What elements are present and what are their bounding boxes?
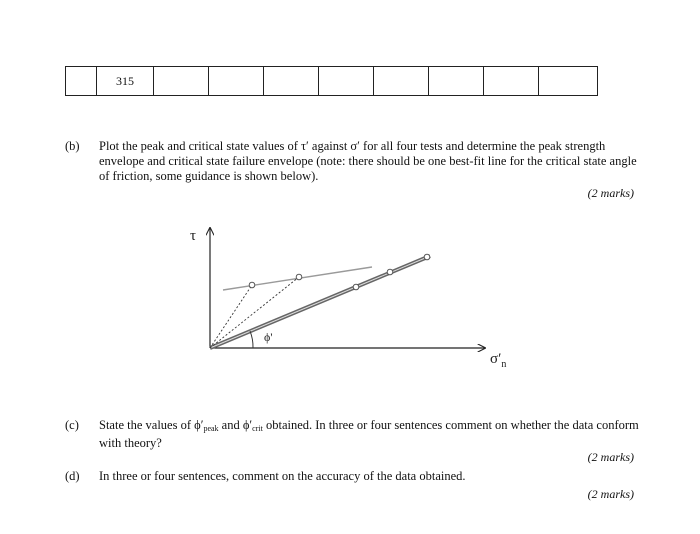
table-cell — [319, 67, 374, 96]
table-cell: 315 — [97, 67, 154, 96]
peak-point — [296, 274, 302, 280]
question-c-marks: (2 marks) — [587, 450, 634, 464]
critical-point — [424, 254, 430, 260]
angle-arc — [250, 331, 253, 348]
question-b-text: Plot the peak and critical state values of τ′ against σ′ for all four tests and determine the peak strength envelope and critical state failure envelope (note: there should be one best-fit line for the critical state angle of friction, some guidance is shown below). — [99, 139, 637, 183]
table-cell — [539, 67, 598, 96]
y-axis-label: τ — [190, 228, 197, 244]
table-cell — [154, 67, 209, 96]
table-row — [66, 67, 598, 96]
critical-point — [353, 284, 359, 290]
question-c-label: (c) — [65, 418, 79, 432]
table-cell — [209, 67, 264, 96]
dashed-line-2 — [210, 277, 299, 348]
table-cell — [429, 67, 484, 96]
question-d-marks: (2 marks) — [587, 487, 634, 501]
question-b-label: (b) — [65, 139, 80, 153]
peak-point — [249, 282, 255, 288]
table-cell — [484, 67, 539, 96]
table-cell — [66, 67, 97, 96]
angle-label: ϕ' — [264, 330, 273, 344]
table-cell — [264, 67, 319, 96]
question-d-label: (d) — [65, 469, 80, 483]
table-cell — [374, 67, 429, 96]
question-c-text: State the values of $\phi'_{peak}$ and $\phi'_{crit}$ obtained. In three or four sentences comment on whether the data conform with theory? — [99, 418, 639, 450]
question-d-text: In three or four sentences, comment on the accuracy of the data obtained. — [99, 469, 466, 483]
critical-point — [387, 269, 393, 275]
shear-envelope-diagram — [180, 220, 520, 380]
data-table — [65, 66, 598, 96]
x-axis-label: $\sigma'_n$ — [490, 351, 507, 370]
question-b-marks: (2 marks) — [587, 186, 634, 200]
critical-state-envelope-inner — [210, 256, 430, 348]
